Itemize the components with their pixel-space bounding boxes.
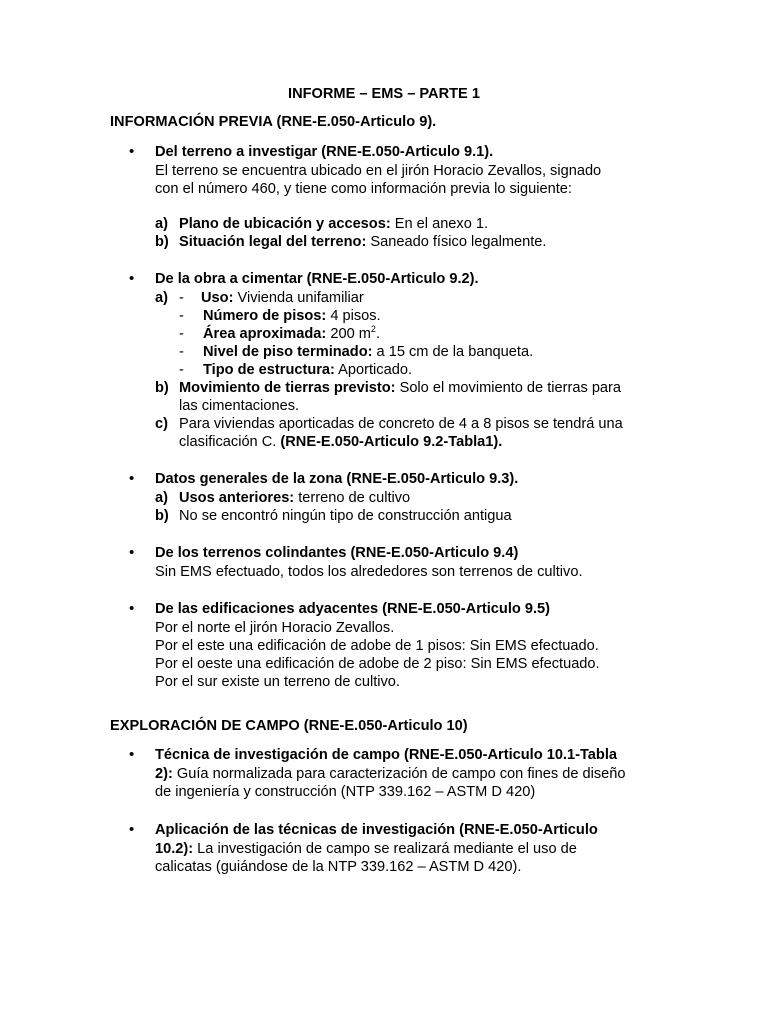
dash-marker: - bbox=[179, 326, 184, 342]
item-label: 10.2): bbox=[155, 841, 194, 857]
paragraph-line: Para viviendas aporticadas de concreto de 4 a 8 pisos se tendrá una bbox=[179, 416, 623, 432]
item-label: Usos anteriores: bbox=[179, 490, 295, 506]
dash-marker: - bbox=[179, 290, 184, 306]
paragraph-line: Por el este una edificación de adobe de 1 pisos: Sin EMS efectuado. bbox=[155, 638, 599, 654]
item-text: a 15 cm de la banqueta. bbox=[372, 344, 534, 360]
item-label: Área aproximada: bbox=[203, 326, 327, 342]
list-marker: a) bbox=[155, 216, 168, 232]
list-marker: b) bbox=[155, 234, 169, 250]
sub-item bbox=[203, 361, 412, 379]
subsection-heading-colindantes: De los terrenos colindantes (RNE-E.050-Articulo 9.4) bbox=[155, 545, 519, 561]
item-text: Solo el movimiento de tierras para bbox=[395, 380, 622, 396]
item-text: La investigación de campo se realizará mediante el uso de bbox=[193, 841, 577, 857]
paragraph-line: Sin EMS efectuado, todos los alrededores son terrenos de cultivo. bbox=[155, 564, 583, 580]
item-text: terreno de cultivo bbox=[294, 490, 411, 506]
item-label: Número de pisos: bbox=[203, 308, 327, 324]
dash-marker: - bbox=[179, 308, 184, 324]
list-marker: b) bbox=[155, 508, 169, 524]
paragraph-line: calicatas (guiándose de la NTP 339.162 – ASTM D 420). bbox=[155, 859, 522, 875]
bullet-icon: • bbox=[129, 143, 135, 160]
sub-item bbox=[203, 343, 533, 361]
section-heading-exploracion: EXPLORACIÓN DE CAMPO (RNE-E.050-Articulo 10) bbox=[110, 718, 468, 734]
bullet-icon: • bbox=[129, 600, 135, 617]
paragraph-line: Por el norte el jirón Horacio Zevallos. bbox=[155, 620, 395, 636]
list-item bbox=[155, 765, 626, 783]
list-marker: a) bbox=[155, 490, 168, 506]
sub-item bbox=[203, 325, 380, 343]
list-item bbox=[179, 379, 621, 397]
list-marker: b) bbox=[155, 380, 169, 396]
item-reference: (RNE-E.050-Articulo 9.2-Tabla1). bbox=[280, 434, 503, 450]
superscript: 2 bbox=[370, 324, 376, 334]
item-label: Tipo de estructura: bbox=[203, 362, 335, 378]
bullet-icon: • bbox=[129, 544, 135, 561]
paragraph-line: Por el sur existe un terreno de cultivo. bbox=[155, 674, 400, 690]
paragraph-line: de ingeniería y construcción (NTP 339.162 – ASTM D 420) bbox=[155, 784, 536, 800]
subsection-heading-edificaciones: De las edificaciones adyacentes (RNE-E.050-Articulo 9.5) bbox=[155, 601, 550, 617]
dash-marker: - bbox=[179, 344, 184, 360]
bullet-icon: • bbox=[129, 746, 135, 763]
item-label: Movimiento de tierras previsto: bbox=[179, 380, 396, 396]
item-text: Saneado físico legalmente. bbox=[366, 234, 547, 250]
sub-item bbox=[201, 289, 364, 307]
bullet-icon: • bbox=[129, 470, 135, 487]
item-text: Guía normalizada para caracterización de campo con fines de diseño bbox=[172, 766, 626, 782]
bullet-icon: • bbox=[129, 821, 135, 838]
list-item bbox=[155, 840, 577, 858]
subsection-heading-zona: Datos generales de la zona (RNE-E.050-Articulo 9.3). bbox=[155, 471, 519, 487]
item-label: Nivel de piso terminado: bbox=[203, 344, 373, 360]
paragraph-line: con el número 460, y tiene como información previa lo siguiente: bbox=[155, 181, 572, 197]
dash-marker: - bbox=[179, 362, 184, 378]
bullet-icon: • bbox=[129, 270, 135, 287]
subsection-heading-aplicacion: Aplicación de las técnicas de investigación (RNE-E.050-Articulo bbox=[155, 822, 598, 838]
item-text: 4 pisos. bbox=[326, 308, 381, 324]
subsection-heading-tecnica: Técnica de investigación de campo (RNE-E.050-Articulo 10.1-Tabla bbox=[155, 747, 617, 763]
item-label: Situación legal del terreno: bbox=[179, 234, 367, 250]
item-text-tail: . bbox=[375, 326, 380, 342]
document-title: INFORME – EMS – PARTE 1 bbox=[288, 86, 480, 102]
item-text: Aporticado. bbox=[334, 362, 412, 378]
section-heading-informacion-previa: INFORMACIÓN PREVIA (RNE-E.050-Articulo 9). bbox=[110, 114, 437, 130]
item-label: Plano de ubicación y accesos: bbox=[179, 216, 391, 232]
item-text: 200 m bbox=[326, 326, 371, 342]
list-item bbox=[155, 215, 715, 233]
paragraph-line: las cimentaciones. bbox=[179, 398, 300, 414]
list-item: No se encontró ningún tipo de construcción antigua bbox=[179, 508, 512, 524]
list-item bbox=[155, 233, 715, 251]
item-label: Uso: bbox=[201, 290, 234, 306]
subsection-heading-obra: De la obra a cimentar (RNE-E.050-Articulo 9.2). bbox=[155, 271, 479, 287]
list-item bbox=[179, 489, 410, 507]
paragraph-line: Por el oeste una edificación de adobe de 2 piso: Sin EMS efectuado. bbox=[155, 656, 600, 672]
list-marker: c) bbox=[155, 416, 168, 432]
item-label: 2): bbox=[155, 766, 173, 782]
list-marker: a) bbox=[155, 290, 168, 306]
subsection-heading-terreno: Del terreno a investigar (RNE-E.050-Articulo 9.1). bbox=[155, 144, 494, 160]
sub-item bbox=[203, 307, 381, 325]
item-text: clasificación C. bbox=[179, 434, 281, 450]
item-text: En el anexo 1. bbox=[390, 216, 489, 232]
paragraph-line: El terreno se encuentra ubicado en el jirón Horacio Zevallos, signado bbox=[155, 163, 602, 179]
list-item bbox=[179, 433, 502, 451]
item-text: Vivienda unifamiliar bbox=[233, 290, 364, 306]
